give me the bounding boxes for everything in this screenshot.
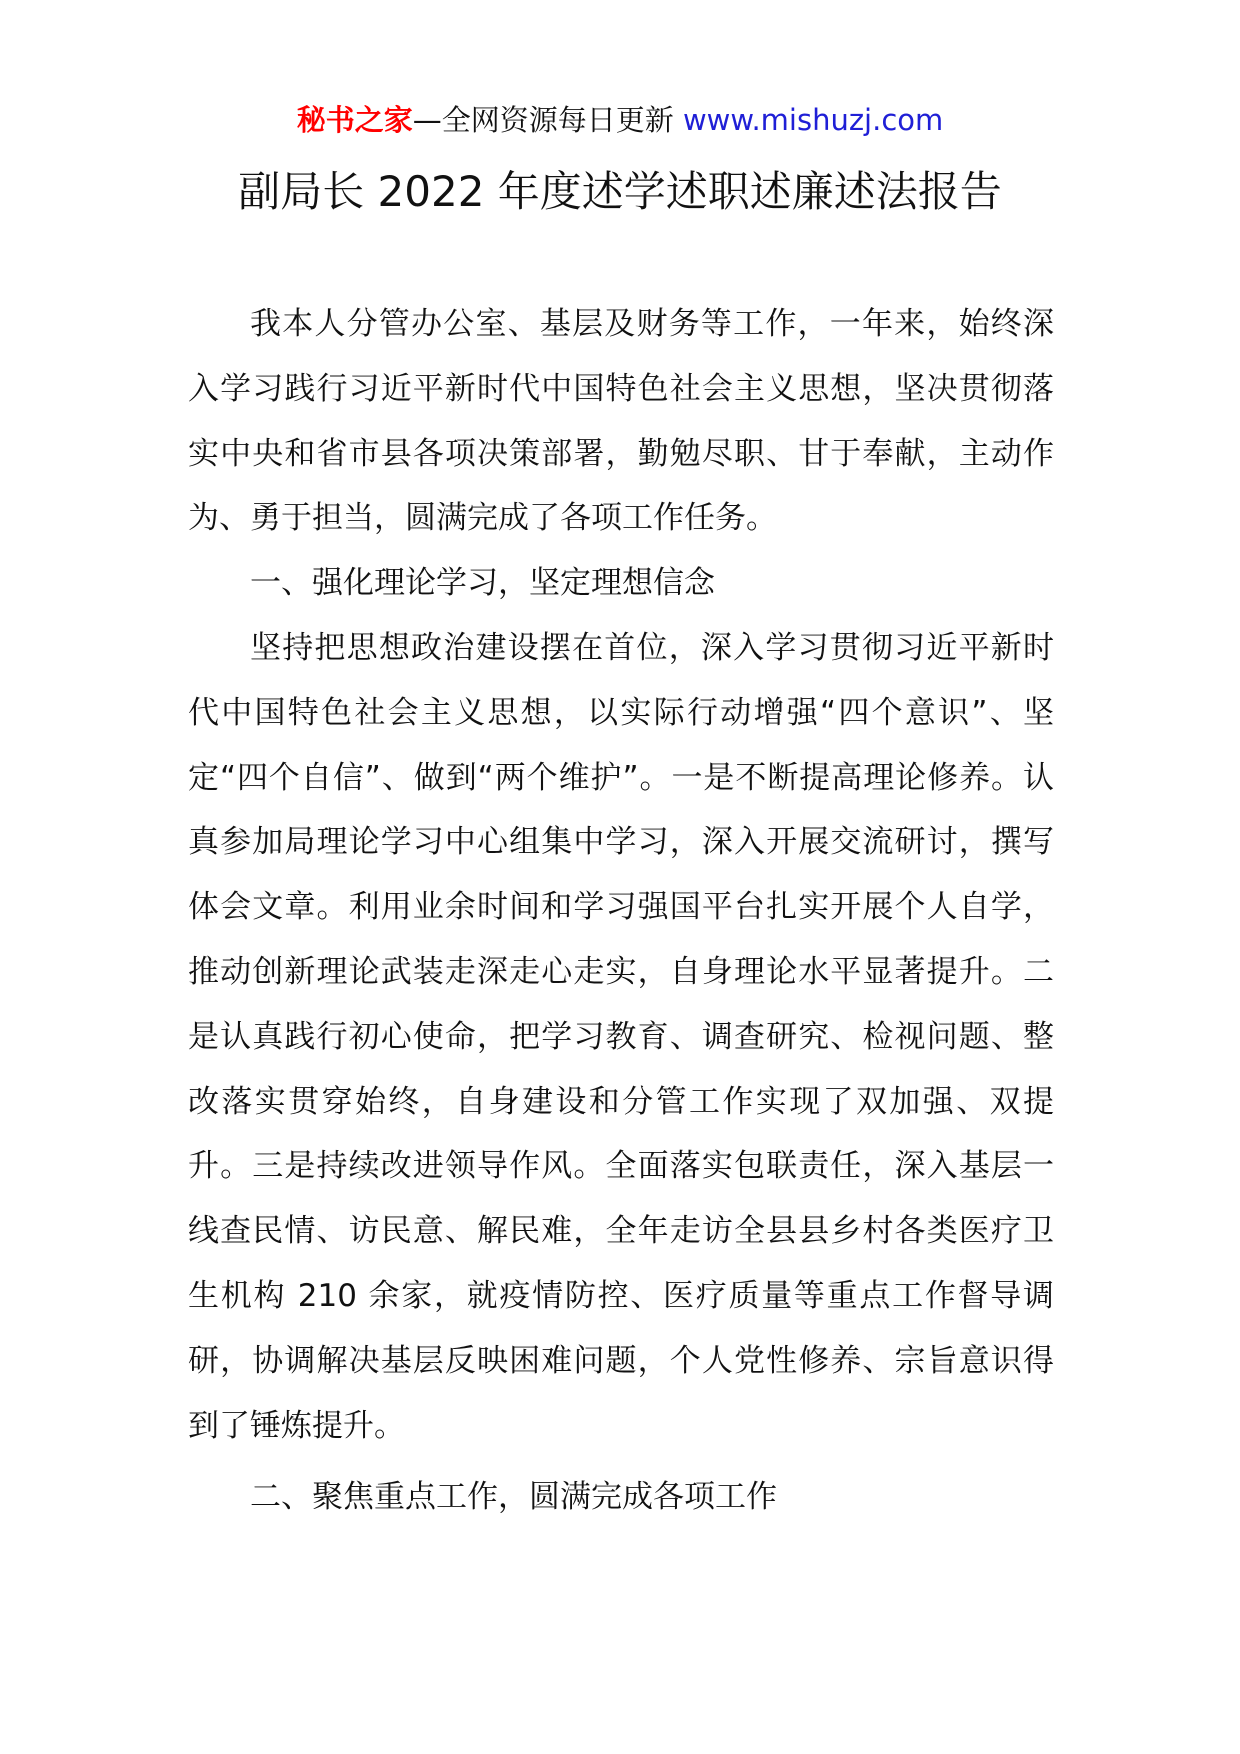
- brand-name: 秘书之家: [296, 103, 413, 137]
- section-heading-2: 二、聚焦重点工作，圆满完成各项工作: [250, 1479, 777, 1516]
- intro-paragraph: 我本人分管办公室、基层及财务等工作，一年来，始终深入学习践行习近平新时代中国特色社会主义思想，坚决贯彻落实中央和省市县各项决策部署，勤勉尽职、甘于奉献，主动作为、勇于担当，圆满完成了各项工作任务。: [188, 306, 1054, 537]
- website-link[interactable]: www.mishuzj.com: [682, 103, 944, 137]
- watermark-header: [0, 100, 1240, 140]
- document-title: 副局长 2022 年度述学述职述廉述法报告: [238, 167, 1002, 216]
- section-1-paragraph: 坚持把思想政治建设摆在首位，深入学习贯彻习近平新时代中国特色社会主义思想，以实际行动增强“四个意识”、坚定“四个自信”、做到“两个维护”。一是不断提高理论修养。认真参加局理论学习中心组集中学习，深入开展交流研讨，撰写体会文章。利用业余时间和学习强国平台扎实开展个人自学，推动创新理论武装走深走心走实，自身理论水平显著提升。二是认真践行初心使命，把学习教育、调查研究、检视问题、整改落实贯穿始终，自身建设和分管工作实现了双加强、双提升。三是持续改进领导作风。全面落实包联责任，深入基层一线查民情、访民意、解民难，全年走访全县县乡村各类医疗卫生机构 210 余家，就疫情防控、医疗质量等重点工作督导调研，协调解决基层反映困难问题，个人党性修养、宗旨意识得到了锤炼提升。: [188, 629, 1054, 1444]
- section-heading-1: 一、强化理论学习，坚定理想信念: [250, 565, 715, 602]
- header-tagline: —全网资源每日更新: [412, 103, 674, 137]
- document-body: [188, 292, 1054, 1530]
